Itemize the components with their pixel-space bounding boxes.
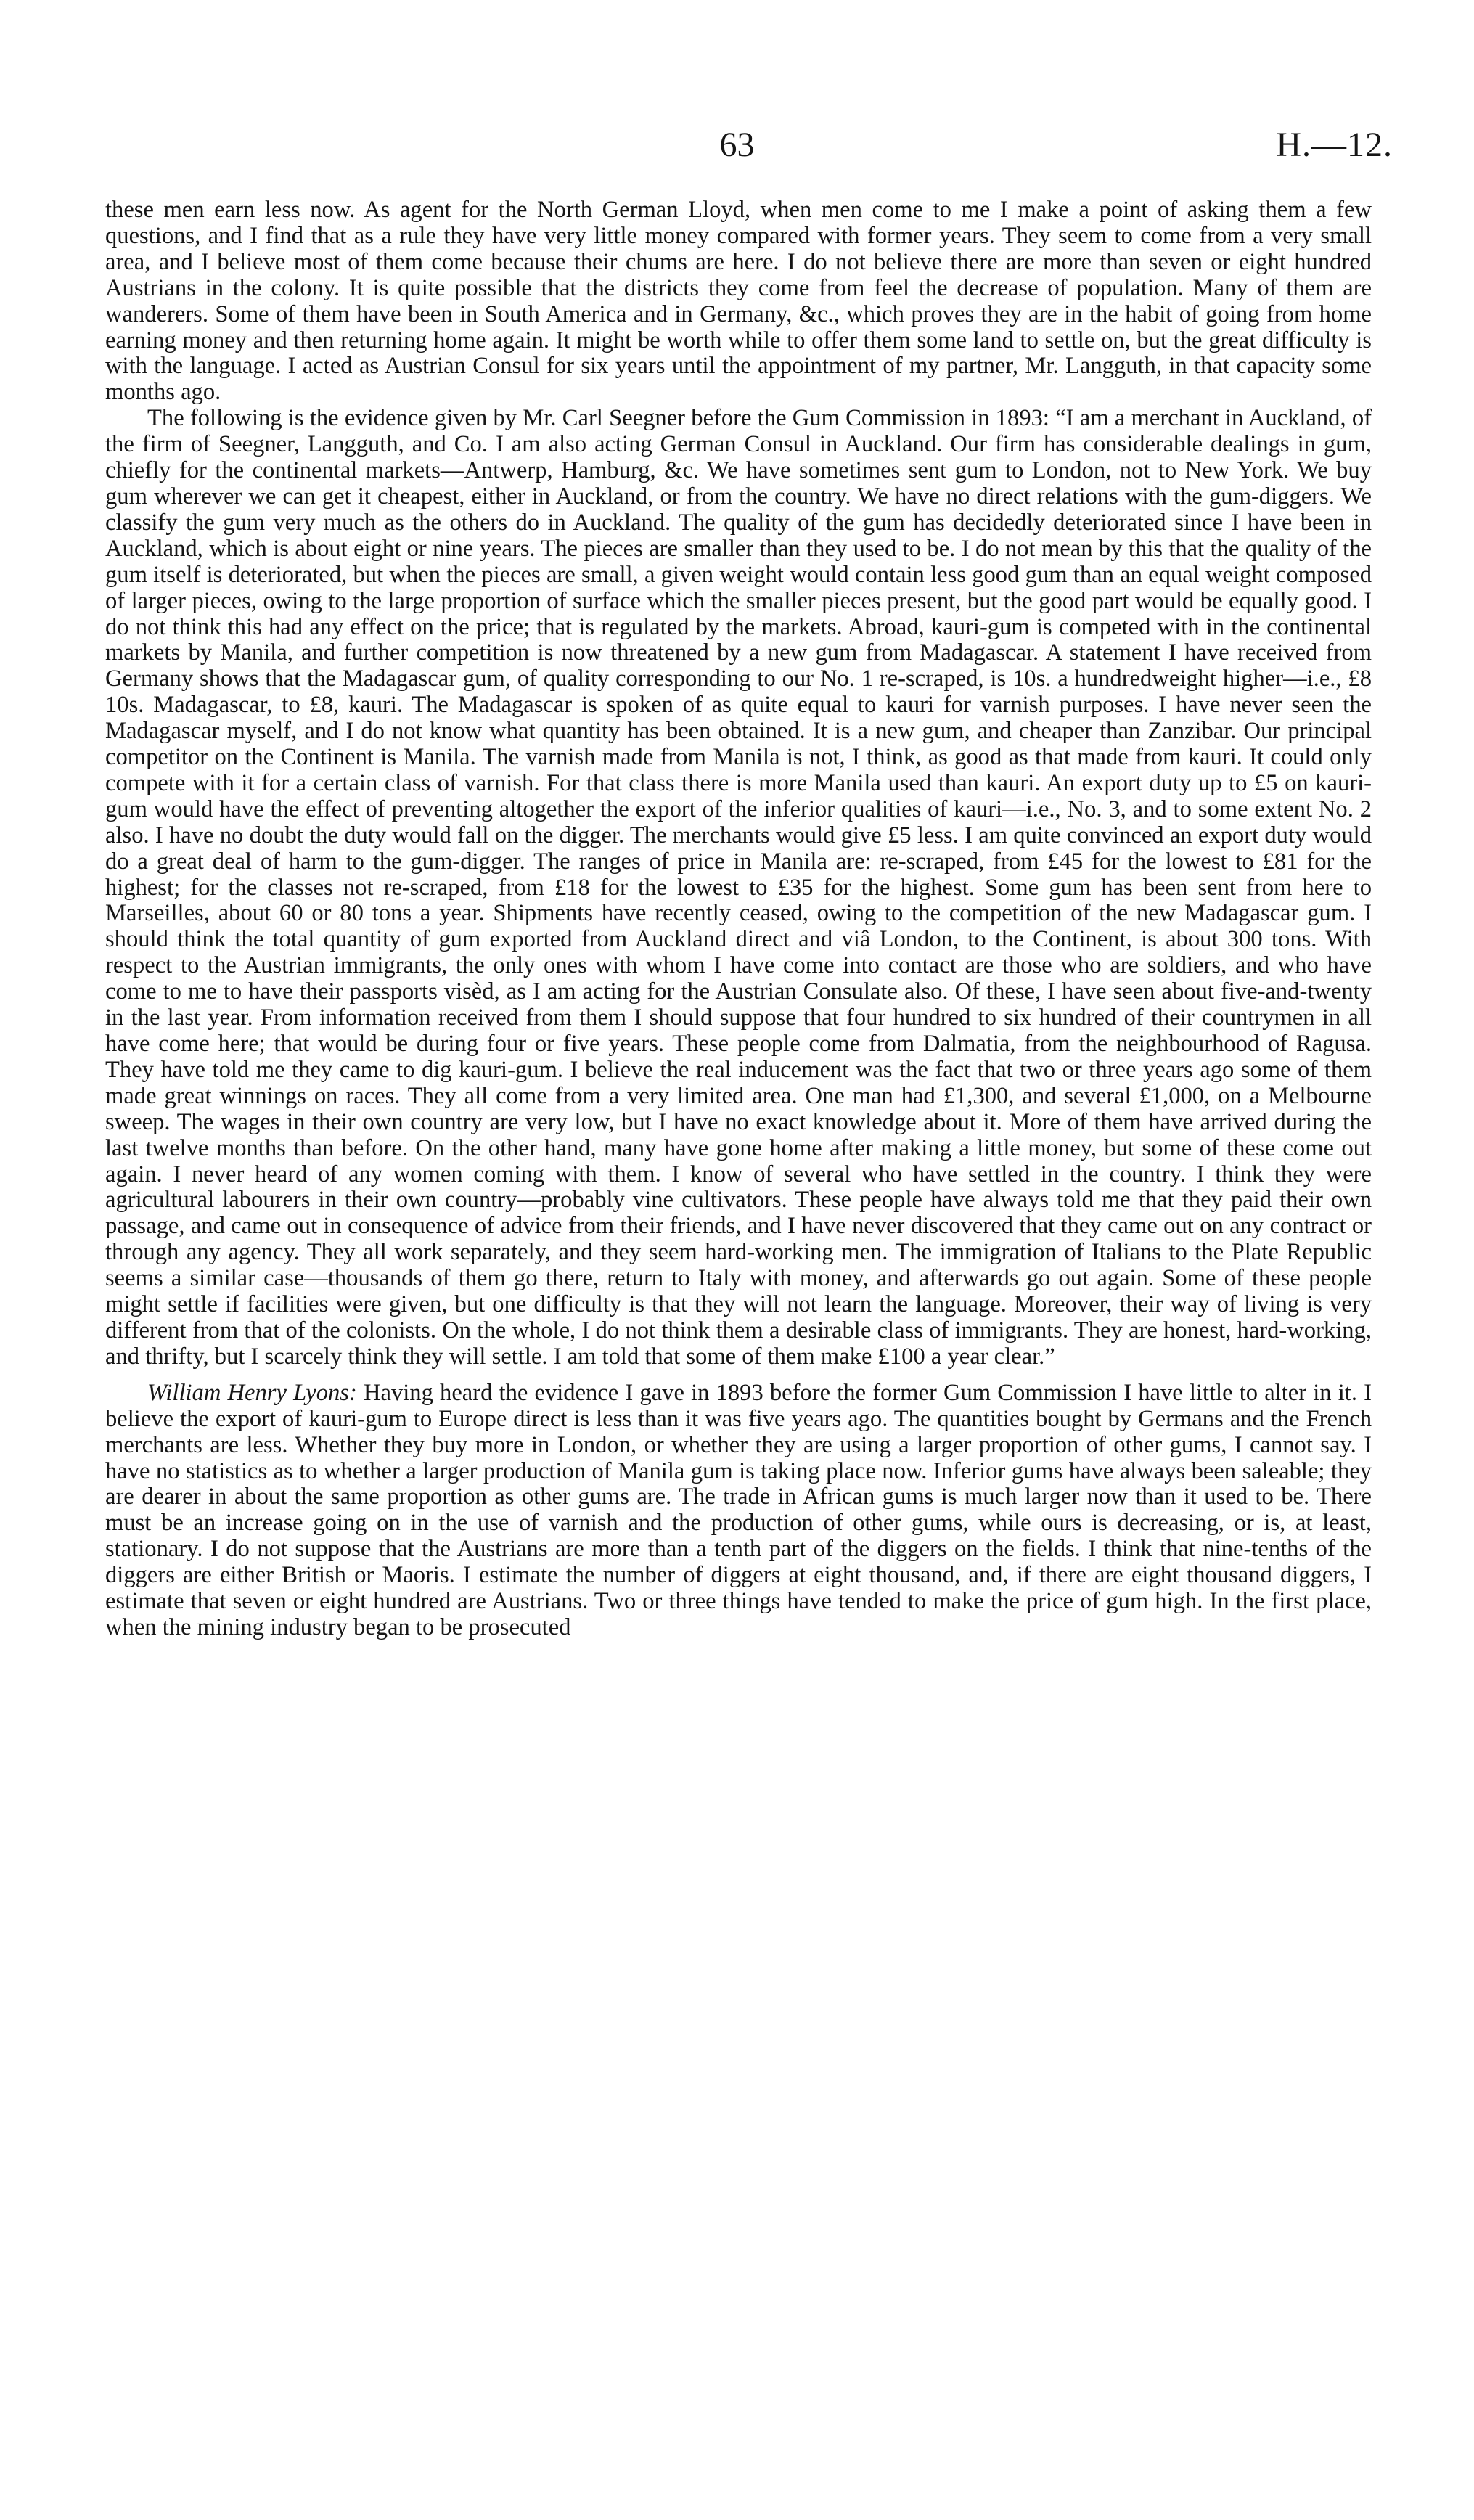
page-number: 63	[719, 126, 755, 164]
paragraph-continuation: these men earn less now. As agent for the North German Lloyd, when men come to me I make a point of asking them a few questions, and I find that as a rule they have very little money compared with former years. They seem to come from a very small area, and I believe most of them come because their chums are here. I do not believe there are more than seven or eight hundred Austrians in the colony. It is quite possible that the districts they come from feel the decrease of population. Many of them are wanderers. Some of them have been in South America and in Germany, &c., which proves they are in the habit of going from home earning money and then returning home again. It might be worth while to offer them some land to settle on, but the great difficulty is with the language. I acted as Austrian Consul for six years until the appointment of my partner, Mr. Langguth, in that capacity some months ago.	[105, 197, 1372, 406]
speaker-name: William Henry Lyons:	[147, 1379, 357, 1406]
paragraph-seegner-evidence: The following is the evidence given by Mr. Carl Seegner before the Gum Commission in 1893: “I am a merchant in Auckland, of the firm of Seegner, Langguth, and Co. I am also acting German Consul in Auckland. Our firm has considerable dealings in gum, chiefly for the continental markets—Antwerp, Hamburg, &c. We have sometimes sent gum to London, not to New York. We buy gum wherever we can get it cheapest, either in Auckland, or from the country. We have no direct relations with the gum-diggers. We classify the gum very much as the others do in Auckland. The quality of the gum has decidedly deteriorated since I have been in Auckland, which is about eight or nine years. The pieces are smaller than they used to be. I do not mean by this that the quality of the gum itself is deteriorated, but when the pieces are small, a given weight would contain less good gum than an equal weight composed of larger pieces, owing to the large proportion of surface which the smaller pieces present, but the good part would be equally good. I do not think this had any effect on the price; that is regulated by the markets. Abroad, kauri-gum is competed with in the continental markets by Manila, and further competition is now threatened by a new gum from Madagascar. A statement I have received from Germany shows that the Madagascar gum, of quality corresponding to our No. 1 re-scraped, is 10s. a hundredweight higher—i.e., £8 10s. Madagascar, to £8, kauri. The Madagascar is spoken of as quite equal to kauri for varnish purposes. I have never seen the Madagascar myself, and I do not know what quantity has been obtained. It is a new gum, and cheaper than Zanzibar. Our principal competitor on the Continent is Manila. The varnish made from Manila is not, I think, as good as that made from kauri. It could only compete with it for a certain class of varnish. For that class there is more Manila used than kauri. An export duty up to £5 on kauri-gum would have the effect of preventing altogether the export of the inferior qualities of kauri—i.e., No. 3, and to some extent No. 2 also. I have no doubt the duty would fall on the digger. The merchants would give £5 less. I am quite convinced an export duty would do a great deal of harm to the gum-digger. The ranges of price in Manila are: re-scraped, from £45 for the lowest to £81 for the highest; for the classes not re-scraped, from £18 for the lowest to £35 for the highest. Some gum has been sent from here to Marseilles, about 60 or 80 tons a year. Shipments have recently ceased, owing to the competition of the new Madagascar gum. I should think the total quantity of gum exported from Auckland direct and viâ London, to the Continent, is about 300 tons. With respect to the Austrian immigrants, the only ones with whom I have come into contact are those who are soldiers, and who have come to me to have their passports visèd, as I am acting for the Austrian Consulate also. Of these, I have seen about five-and-twenty in the last year. From information received from them I should suppose that four hundred to six hundred of their countrymen in all have come here; that would be during four or five years. These people come from Dalmatia, from the neighbourhood of Ragusa. They have told me they came to dig kauri-gum. I believe the real inducement was the fact that two or three years ago some of them made great winnings on races. They all come from a very limited area. One man had £1,300, and several £1,000, on a Melbourne sweep. The wages in their own country are very low, but I have no exact knowledge about it. More of them have arrived during the last twelve months than before. On the other hand, many have gone home after making a little money, but some of these come out again. I never heard of any women coming with them. I know of several who have settled in the country. I think they were agricultural labourers in their own country—probably vine cultivators. These people have always told me that they paid their own passage, and came out in consequence of advice from their friends, and I have never discovered that they came out on any contract or through any agency. They all work separately, and they seem hard-working men. The immigration of Italians to the Plate Republic seems a similar case—thousands of them go there, return to Italy with money, and afterwards go out again. Some of these people might settle if facilities were given, but one difficulty is that they will not learn the language. Moreover, their way of living is very different from that of the colonists. On the whole, I do not think them a desirable class of immigrants. They are honest, hard-working, and thrifty, but I scarcely think they will settle. I am told that some of them make £100 a year clear.”	[105, 405, 1372, 1370]
page-header	[0, 123, 1474, 181]
document-code: H.—12.	[1276, 126, 1393, 164]
body-text	[105, 197, 1372, 1641]
paragraph-lyons-evidence	[105, 1380, 1372, 1641]
paragraph-lyons-text: Having heard the evidence I gave in 1893 before the former Gum Commission I have little to alter in it. I believe the export of kauri-gum to Europe direct is less than it was five years ago. The quantities bought by Germans and the French merchants are less. Whether they buy more in London, or whether they are using a larger proportion of other gums, I cannot say. I have no statistics as to whether a larger production of Manila gum is taking place now. Inferior gums have always been saleable; they are dearer in about the same proportion as other gums are. The trade in African gums is much larger now than it used to be. There must be an increase going on in the use of varnish and the production of other gums, while ours is decreasing, or is, at least, stationary. I do not suppose that the Austrians are more than a tenth part of the diggers on the fields. I think that nine-tenths of the diggers are either British or Maoris. I estimate the number of diggers at eight thousand, and, if there are eight thousand diggers, I estimate that seven or eight hundred are Austrians. Two or three things have tended to make the price of gum high. In the first place, when the mining industry began to be prosecuted	[105, 1379, 1372, 1640]
